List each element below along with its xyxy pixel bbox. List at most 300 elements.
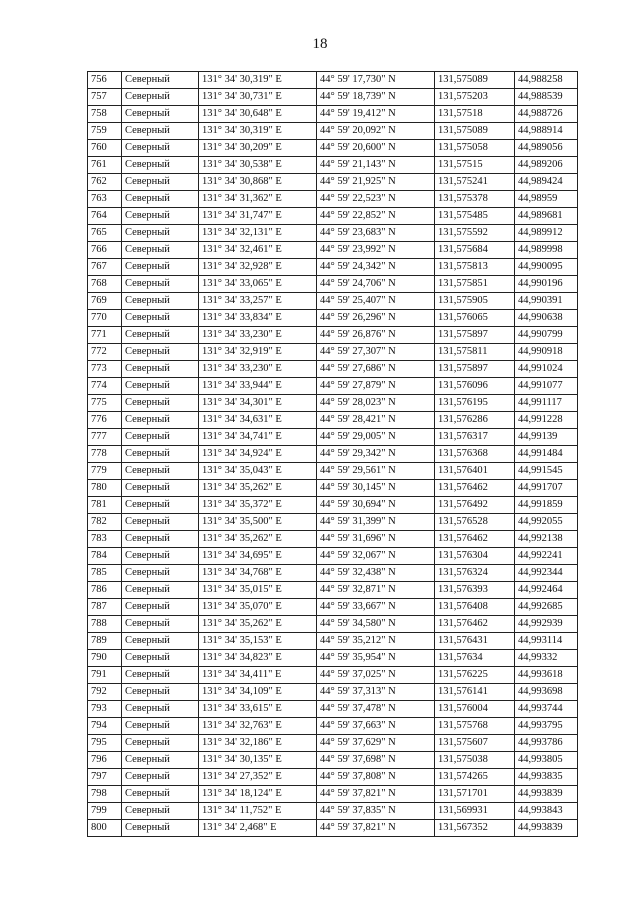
latitude-decimal-cell: 44,993744 — [515, 701, 578, 718]
latitude-dms-cell: 44° 59' 37,629" N — [317, 735, 435, 752]
longitude-dms-cell: 131° 34' 30,135" E — [199, 752, 317, 769]
area-name-cell: Северный — [122, 599, 199, 616]
longitude-decimal-cell: 131,576368 — [435, 446, 515, 463]
latitude-decimal-cell: 44,993835 — [515, 769, 578, 786]
latitude-dms-cell: 44° 59' 37,821" N — [317, 820, 435, 837]
point-number-cell: 778 — [88, 446, 122, 463]
area-name-cell: Северный — [122, 412, 199, 429]
point-number-cell: 796 — [88, 752, 122, 769]
table-row — [88, 123, 578, 140]
longitude-decimal-cell: 131,571701 — [435, 786, 515, 803]
latitude-dms-cell: 44° 59' 28,421" N — [317, 412, 435, 429]
latitude-decimal-cell: 44,992344 — [515, 565, 578, 582]
longitude-decimal-cell: 131,576304 — [435, 548, 515, 565]
longitude-dms-cell: 131° 34' 34,695" E — [199, 548, 317, 565]
longitude-decimal-cell: 131,57518 — [435, 106, 515, 123]
table-row — [88, 208, 578, 225]
area-name-cell: Северный — [122, 548, 199, 565]
latitude-dms-cell: 44° 59' 18,739" N — [317, 89, 435, 106]
longitude-decimal-cell: 131,576492 — [435, 497, 515, 514]
area-name-cell: Северный — [122, 276, 199, 293]
point-number-cell: 793 — [88, 701, 122, 718]
longitude-dms-cell: 131° 34' 32,919" E — [199, 344, 317, 361]
latitude-decimal-cell: 44,988539 — [515, 89, 578, 106]
point-number-cell: 789 — [88, 633, 122, 650]
area-name-cell: Северный — [122, 429, 199, 446]
table-row — [88, 446, 578, 463]
longitude-decimal-cell: 131,575038 — [435, 752, 515, 769]
longitude-decimal-cell: 131,575089 — [435, 123, 515, 140]
latitude-dms-cell: 44° 59' 32,438" N — [317, 565, 435, 582]
latitude-dms-cell: 44° 59' 25,407" N — [317, 293, 435, 310]
area-name-cell: Северный — [122, 327, 199, 344]
latitude-decimal-cell: 44,990391 — [515, 293, 578, 310]
area-name-cell: Северный — [122, 361, 199, 378]
latitude-decimal-cell: 44,991077 — [515, 378, 578, 395]
table-row — [88, 548, 578, 565]
latitude-dms-cell: 44° 59' 27,879" N — [317, 378, 435, 395]
latitude-dms-cell: 44° 59' 21,925" N — [317, 174, 435, 191]
point-number-cell: 785 — [88, 565, 122, 582]
latitude-decimal-cell: 44,989206 — [515, 157, 578, 174]
latitude-decimal-cell: 44,993795 — [515, 718, 578, 735]
table-row — [88, 514, 578, 531]
longitude-decimal-cell: 131,575905 — [435, 293, 515, 310]
longitude-dms-cell: 131° 34' 32,763" E — [199, 718, 317, 735]
longitude-decimal-cell: 131,575607 — [435, 735, 515, 752]
point-number-cell: 763 — [88, 191, 122, 208]
longitude-dms-cell: 131° 34' 2,468" E — [199, 820, 317, 837]
latitude-dms-cell: 44° 59' 24,342" N — [317, 259, 435, 276]
longitude-decimal-cell: 131,576324 — [435, 565, 515, 582]
point-number-cell: 759 — [88, 123, 122, 140]
table-row — [88, 361, 578, 378]
longitude-decimal-cell: 131,575592 — [435, 225, 515, 242]
longitude-dms-cell: 131° 34' 35,500" E — [199, 514, 317, 531]
area-name-cell: Северный — [122, 157, 199, 174]
latitude-decimal-cell: 44,993698 — [515, 684, 578, 701]
area-name-cell: Северный — [122, 531, 199, 548]
point-number-cell: 761 — [88, 157, 122, 174]
latitude-dms-cell: 44° 59' 37,835" N — [317, 803, 435, 820]
table-row — [88, 599, 578, 616]
area-name-cell: Северный — [122, 446, 199, 463]
longitude-decimal-cell: 131,575768 — [435, 718, 515, 735]
area-name-cell: Северный — [122, 514, 199, 531]
table-row — [88, 480, 578, 497]
area-name-cell: Северный — [122, 735, 199, 752]
longitude-dms-cell: 131° 34' 32,131" E — [199, 225, 317, 242]
area-name-cell: Северный — [122, 616, 199, 633]
longitude-decimal-cell: 131,576462 — [435, 616, 515, 633]
point-number-cell: 772 — [88, 344, 122, 361]
longitude-decimal-cell: 131,576065 — [435, 310, 515, 327]
latitude-decimal-cell: 44,992241 — [515, 548, 578, 565]
latitude-dms-cell: 44° 59' 34,580" N — [317, 616, 435, 633]
area-name-cell: Северный — [122, 752, 199, 769]
table-row — [88, 531, 578, 548]
latitude-decimal-cell: 44,989424 — [515, 174, 578, 191]
latitude-decimal-cell: 44,989912 — [515, 225, 578, 242]
table-row — [88, 463, 578, 480]
longitude-dms-cell: 131° 34' 35,372" E — [199, 497, 317, 514]
area-name-cell: Северный — [122, 667, 199, 684]
point-number-cell: 764 — [88, 208, 122, 225]
longitude-dms-cell: 131° 34' 31,362" E — [199, 191, 317, 208]
longitude-decimal-cell: 131,57634 — [435, 650, 515, 667]
table-row — [88, 582, 578, 599]
latitude-decimal-cell: 44,99139 — [515, 429, 578, 446]
table-row — [88, 769, 578, 786]
table-row — [88, 327, 578, 344]
area-name-cell: Северный — [122, 72, 199, 89]
latitude-dms-cell: 44° 59' 23,683" N — [317, 225, 435, 242]
latitude-decimal-cell: 44,988726 — [515, 106, 578, 123]
area-name-cell: Северный — [122, 582, 199, 599]
point-number-cell: 762 — [88, 174, 122, 191]
latitude-decimal-cell: 44,993114 — [515, 633, 578, 650]
table-row — [88, 667, 578, 684]
latitude-decimal-cell: 44,993786 — [515, 735, 578, 752]
longitude-decimal-cell: 131,569931 — [435, 803, 515, 820]
area-name-cell: Северный — [122, 106, 199, 123]
point-number-cell: 769 — [88, 293, 122, 310]
area-name-cell: Северный — [122, 803, 199, 820]
latitude-decimal-cell: 44,990799 — [515, 327, 578, 344]
table-row — [88, 718, 578, 735]
point-number-cell: 786 — [88, 582, 122, 599]
point-number-cell: 766 — [88, 242, 122, 259]
table-row — [88, 72, 578, 89]
longitude-decimal-cell: 131,575813 — [435, 259, 515, 276]
table-row — [88, 157, 578, 174]
table-row — [88, 140, 578, 157]
longitude-decimal-cell: 131,576408 — [435, 599, 515, 616]
table-row — [88, 395, 578, 412]
table-row — [88, 378, 578, 395]
longitude-dms-cell: 131° 34' 34,109" E — [199, 684, 317, 701]
table-row — [88, 89, 578, 106]
area-name-cell: Северный — [122, 769, 199, 786]
longitude-dms-cell: 131° 34' 34,741" E — [199, 429, 317, 446]
longitude-dms-cell: 131° 34' 33,944" E — [199, 378, 317, 395]
area-name-cell: Северный — [122, 395, 199, 412]
longitude-dms-cell: 131° 34' 32,461" E — [199, 242, 317, 259]
longitude-dms-cell: 131° 34' 35,153" E — [199, 633, 317, 650]
longitude-dms-cell: 131° 34' 30,209" E — [199, 140, 317, 157]
table-row — [88, 650, 578, 667]
latitude-decimal-cell: 44,992138 — [515, 531, 578, 548]
longitude-decimal-cell: 131,575684 — [435, 242, 515, 259]
table-row — [88, 786, 578, 803]
latitude-dms-cell: 44° 59' 19,412" N — [317, 106, 435, 123]
table-row — [88, 412, 578, 429]
longitude-decimal-cell: 131,576462 — [435, 531, 515, 548]
point-number-cell: 777 — [88, 429, 122, 446]
latitude-dms-cell: 44° 59' 22,852" N — [317, 208, 435, 225]
latitude-decimal-cell: 44,992939 — [515, 616, 578, 633]
longitude-dms-cell: 131° 34' 30,648" E — [199, 106, 317, 123]
latitude-decimal-cell: 44,993839 — [515, 820, 578, 837]
latitude-decimal-cell: 44,992055 — [515, 514, 578, 531]
longitude-decimal-cell: 131,576004 — [435, 701, 515, 718]
point-number-cell: 760 — [88, 140, 122, 157]
latitude-dms-cell: 44° 59' 31,399" N — [317, 514, 435, 531]
page-number: 18 — [312, 36, 328, 52]
longitude-dms-cell: 131° 34' 34,924" E — [199, 446, 317, 463]
point-number-cell: 787 — [88, 599, 122, 616]
table-row — [88, 106, 578, 123]
longitude-decimal-cell: 131,576401 — [435, 463, 515, 480]
longitude-decimal-cell: 131,576528 — [435, 514, 515, 531]
latitude-dms-cell: 44° 59' 27,686" N — [317, 361, 435, 378]
latitude-dms-cell: 44° 59' 24,706" N — [317, 276, 435, 293]
latitude-dms-cell: 44° 59' 37,821" N — [317, 786, 435, 803]
latitude-decimal-cell: 44,990638 — [515, 310, 578, 327]
latitude-dms-cell: 44° 59' 26,296" N — [317, 310, 435, 327]
longitude-dms-cell: 131° 34' 35,015" E — [199, 582, 317, 599]
point-number-cell: 780 — [88, 480, 122, 497]
longitude-dms-cell: 131° 34' 34,631" E — [199, 412, 317, 429]
latitude-dms-cell: 44° 59' 21,143" N — [317, 157, 435, 174]
latitude-decimal-cell: 44,993843 — [515, 803, 578, 820]
latitude-decimal-cell: 44,989681 — [515, 208, 578, 225]
longitude-dms-cell: 131° 34' 33,834" E — [199, 310, 317, 327]
area-name-cell: Северный — [122, 786, 199, 803]
latitude-decimal-cell: 44,990196 — [515, 276, 578, 293]
area-name-cell: Северный — [122, 259, 199, 276]
point-number-cell: 790 — [88, 650, 122, 667]
latitude-decimal-cell: 44,990095 — [515, 259, 578, 276]
latitude-dms-cell: 44° 59' 17,730" N — [317, 72, 435, 89]
latitude-decimal-cell: 44,991859 — [515, 497, 578, 514]
longitude-dms-cell: 131° 34' 33,615" E — [199, 701, 317, 718]
point-number-cell: 771 — [88, 327, 122, 344]
point-number-cell: 758 — [88, 106, 122, 123]
coordinates-table — [87, 71, 578, 837]
coordinates-table-body — [88, 72, 578, 837]
latitude-dms-cell: 44° 59' 37,478" N — [317, 701, 435, 718]
longitude-dms-cell: 131° 34' 30,319" E — [199, 72, 317, 89]
longitude-dms-cell: 131° 34' 35,262" E — [199, 480, 317, 497]
point-number-cell: 776 — [88, 412, 122, 429]
area-name-cell: Северный — [122, 684, 199, 701]
table-row — [88, 616, 578, 633]
latitude-decimal-cell: 44,991545 — [515, 463, 578, 480]
area-name-cell: Северный — [122, 89, 199, 106]
latitude-dms-cell: 44° 59' 37,025" N — [317, 667, 435, 684]
area-name-cell: Северный — [122, 820, 199, 837]
point-number-cell: 799 — [88, 803, 122, 820]
latitude-decimal-cell: 44,988914 — [515, 123, 578, 140]
latitude-dms-cell: 44° 59' 37,663" N — [317, 718, 435, 735]
latitude-dms-cell: 44° 59' 35,954" N — [317, 650, 435, 667]
longitude-decimal-cell: 131,576393 — [435, 582, 515, 599]
point-number-cell: 781 — [88, 497, 122, 514]
latitude-dms-cell: 44° 59' 29,342" N — [317, 446, 435, 463]
latitude-dms-cell: 44° 59' 37,313" N — [317, 684, 435, 701]
table-row — [88, 803, 578, 820]
longitude-dms-cell: 131° 34' 33,257" E — [199, 293, 317, 310]
latitude-dms-cell: 44° 59' 26,876" N — [317, 327, 435, 344]
area-name-cell: Северный — [122, 310, 199, 327]
latitude-dms-cell: 44° 59' 30,694" N — [317, 497, 435, 514]
area-name-cell: Северный — [122, 480, 199, 497]
latitude-dms-cell: 44° 59' 20,092" N — [317, 123, 435, 140]
longitude-decimal-cell: 131,575485 — [435, 208, 515, 225]
latitude-dms-cell: 44° 59' 20,600" N — [317, 140, 435, 157]
point-number-cell: 797 — [88, 769, 122, 786]
table-row — [88, 565, 578, 582]
latitude-decimal-cell: 44,991484 — [515, 446, 578, 463]
longitude-decimal-cell: 131,576462 — [435, 480, 515, 497]
latitude-dms-cell: 44° 59' 33,667" N — [317, 599, 435, 616]
point-number-cell: 798 — [88, 786, 122, 803]
longitude-dms-cell: 131° 34' 18,124" E — [199, 786, 317, 803]
longitude-dms-cell: 131° 34' 34,411" E — [199, 667, 317, 684]
longitude-dms-cell: 131° 34' 34,823" E — [199, 650, 317, 667]
longitude-decimal-cell: 131,574265 — [435, 769, 515, 786]
area-name-cell: Северный — [122, 344, 199, 361]
latitude-decimal-cell: 44,989998 — [515, 242, 578, 259]
latitude-decimal-cell: 44,993618 — [515, 667, 578, 684]
longitude-dms-cell: 131° 34' 32,186" E — [199, 735, 317, 752]
point-number-cell: 788 — [88, 616, 122, 633]
table-row — [88, 429, 578, 446]
area-name-cell: Северный — [122, 701, 199, 718]
longitude-decimal-cell: 131,567352 — [435, 820, 515, 837]
latitude-dms-cell: 44° 59' 29,005" N — [317, 429, 435, 446]
longitude-dms-cell: 131° 34' 33,065" E — [199, 276, 317, 293]
point-number-cell: 757 — [88, 89, 122, 106]
latitude-dms-cell: 44° 59' 32,067" N — [317, 548, 435, 565]
longitude-decimal-cell: 131,575058 — [435, 140, 515, 157]
latitude-decimal-cell: 44,98959 — [515, 191, 578, 208]
latitude-decimal-cell: 44,993805 — [515, 752, 578, 769]
area-name-cell: Северный — [122, 225, 199, 242]
point-number-cell: 784 — [88, 548, 122, 565]
latitude-dms-cell: 44° 59' 35,212" N — [317, 633, 435, 650]
longitude-dms-cell: 131° 34' 34,301" E — [199, 395, 317, 412]
point-number-cell: 756 — [88, 72, 122, 89]
latitude-decimal-cell: 44,988258 — [515, 72, 578, 89]
point-number-cell: 782 — [88, 514, 122, 531]
longitude-decimal-cell: 131,575851 — [435, 276, 515, 293]
point-number-cell: 783 — [88, 531, 122, 548]
latitude-dms-cell: 44° 59' 37,808" N — [317, 769, 435, 786]
table-row — [88, 174, 578, 191]
latitude-dms-cell: 44° 59' 37,698" N — [317, 752, 435, 769]
longitude-decimal-cell: 131,576225 — [435, 667, 515, 684]
point-number-cell: 792 — [88, 684, 122, 701]
latitude-decimal-cell: 44,989056 — [515, 140, 578, 157]
area-name-cell: Северный — [122, 242, 199, 259]
longitude-dms-cell: 131° 34' 30,731" E — [199, 89, 317, 106]
table-row — [88, 191, 578, 208]
point-number-cell: 795 — [88, 735, 122, 752]
longitude-dms-cell: 131° 34' 35,262" E — [199, 531, 317, 548]
longitude-decimal-cell: 131,576286 — [435, 412, 515, 429]
point-number-cell: 773 — [88, 361, 122, 378]
area-name-cell: Северный — [122, 565, 199, 582]
area-name-cell: Северный — [122, 140, 199, 157]
longitude-dms-cell: 131° 34' 27,352" E — [199, 769, 317, 786]
area-name-cell: Северный — [122, 463, 199, 480]
longitude-decimal-cell: 131,575897 — [435, 361, 515, 378]
point-number-cell: 774 — [88, 378, 122, 395]
table-row — [88, 276, 578, 293]
longitude-decimal-cell: 131,57515 — [435, 157, 515, 174]
longitude-dms-cell: 131° 34' 35,262" E — [199, 616, 317, 633]
point-number-cell: 794 — [88, 718, 122, 735]
table-row — [88, 242, 578, 259]
area-name-cell: Северный — [122, 650, 199, 667]
longitude-decimal-cell: 131,575241 — [435, 174, 515, 191]
latitude-dms-cell: 44° 59' 23,992" N — [317, 242, 435, 259]
table-row — [88, 225, 578, 242]
longitude-decimal-cell: 131,575089 — [435, 72, 515, 89]
latitude-decimal-cell: 44,99332 — [515, 650, 578, 667]
area-name-cell: Северный — [122, 174, 199, 191]
area-name-cell: Северный — [122, 497, 199, 514]
longitude-decimal-cell: 131,576195 — [435, 395, 515, 412]
longitude-decimal-cell: 131,575203 — [435, 89, 515, 106]
longitude-dms-cell: 131° 34' 31,747" E — [199, 208, 317, 225]
longitude-decimal-cell: 131,575378 — [435, 191, 515, 208]
table-row — [88, 497, 578, 514]
table-row — [88, 752, 578, 769]
table-row — [88, 701, 578, 718]
longitude-dms-cell: 131° 34' 34,768" E — [199, 565, 317, 582]
area-name-cell: Северный — [122, 293, 199, 310]
latitude-decimal-cell: 44,992464 — [515, 582, 578, 599]
longitude-decimal-cell: 131,576141 — [435, 684, 515, 701]
point-number-cell: 765 — [88, 225, 122, 242]
latitude-dms-cell: 44° 59' 28,023" N — [317, 395, 435, 412]
longitude-dms-cell: 131° 34' 30,868" E — [199, 174, 317, 191]
table-row — [88, 310, 578, 327]
latitude-dms-cell: 44° 59' 27,307" N — [317, 344, 435, 361]
table-row — [88, 633, 578, 650]
latitude-dms-cell: 44° 59' 32,871" N — [317, 582, 435, 599]
table-row — [88, 259, 578, 276]
table-row — [88, 293, 578, 310]
table-row — [88, 684, 578, 701]
longitude-dms-cell: 131° 34' 30,319" E — [199, 123, 317, 140]
latitude-dms-cell: 44° 59' 29,561" N — [317, 463, 435, 480]
area-name-cell: Северный — [122, 718, 199, 735]
longitude-decimal-cell: 131,575811 — [435, 344, 515, 361]
longitude-dms-cell: 131° 34' 32,928" E — [199, 259, 317, 276]
area-name-cell: Северный — [122, 378, 199, 395]
longitude-decimal-cell: 131,576317 — [435, 429, 515, 446]
area-name-cell: Северный — [122, 633, 199, 650]
longitude-decimal-cell: 131,576431 — [435, 633, 515, 650]
table-row — [88, 344, 578, 361]
point-number-cell: 791 — [88, 667, 122, 684]
point-number-cell: 768 — [88, 276, 122, 293]
longitude-dms-cell: 131° 34' 35,070" E — [199, 599, 317, 616]
longitude-dms-cell: 131° 34' 35,043" E — [199, 463, 317, 480]
latitude-decimal-cell: 44,991707 — [515, 480, 578, 497]
area-name-cell: Северный — [122, 208, 199, 225]
point-number-cell: 767 — [88, 259, 122, 276]
longitude-dms-cell: 131° 34' 33,230" E — [199, 361, 317, 378]
area-name-cell: Северный — [122, 123, 199, 140]
table-row — [88, 820, 578, 837]
longitude-dms-cell: 131° 34' 33,230" E — [199, 327, 317, 344]
longitude-decimal-cell: 131,575897 — [435, 327, 515, 344]
